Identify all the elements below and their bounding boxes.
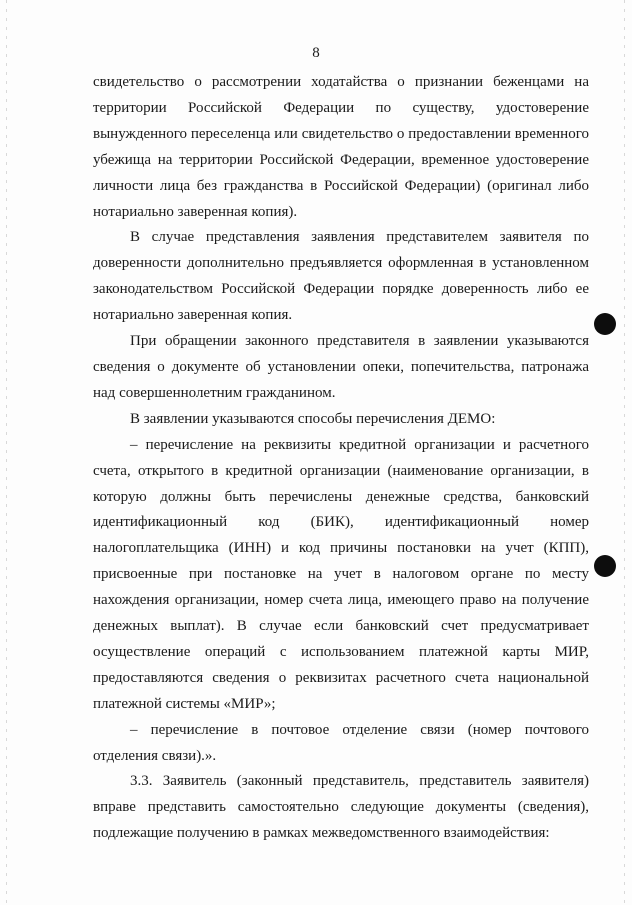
scan-edge-left [6,0,7,905]
body-text [93,70,589,847]
paragraph-document-list-end: свидетельство о рассмотрении ходатайства о признании беженцами на территории Российской Федерации по существу, удостоверение вынужденного переселенца или свидетельство о предоставлении временного убежища на территории Российской Федерации, временное удостоверение личности лица без гражданства в Российской Федерации) (оригинал либо нотариально заверенная копия). [93,74,589,220]
paragraph-postal-transfer: – перечисление в почтовое отделение связи (номер почтового отделения связи).». [93,721,589,764]
binder-hole-mark [594,313,616,335]
paragraph-representative-power-of-attorney: В случае представления заявления представителем заявителя по доверенности дополнительно предъявляется оформленная в установленном законодательством Российской Федерации порядке доверенность либо ее нотариально заверенная копия. [93,229,589,324]
paragraph-section-3-3: 3.3. Заявитель (законный представитель, представитель заявителя) вправе представить самостоятельно следующие документы (сведения), подлежащие получению в рамках межведомственного взаимодействия: [93,773,589,842]
scan-edge-right [624,0,625,905]
paragraph-bank-transfer: – перечисление на реквизиты кредитной организации и расчетного счета, открытого в кредитной организации (наименование организации, в которую должны быть перечислены денежные средства, банковский идентификационный код (БИК), идентификационный номер налогоплательщика (ИНН) и код причины постановки на учет (КПП), присвоенные при постановке на учет в налоговом органе по месту нахождения организации, номер счета лица, имеющего право на получение денежных выплат). В случае если банковский счет предусматривает осуществление операций с использованием платежной карты МИР, предоставляются сведения о реквизитах расчетного счета национальной платежной системы «МИР»; [93,436,589,712]
paragraph-legal-representative: При обращении законного представителя в заявлении указываются сведения о документе об установлении опеки, попечительства, патронажа над совершеннолетним гражданином. [93,333,589,401]
paragraph-payment-methods-intro: В заявлении указываются способы перечисления ДЕМО: [130,410,496,427]
binder-hole-mark [594,555,616,577]
page-number: 8 [312,45,320,61]
